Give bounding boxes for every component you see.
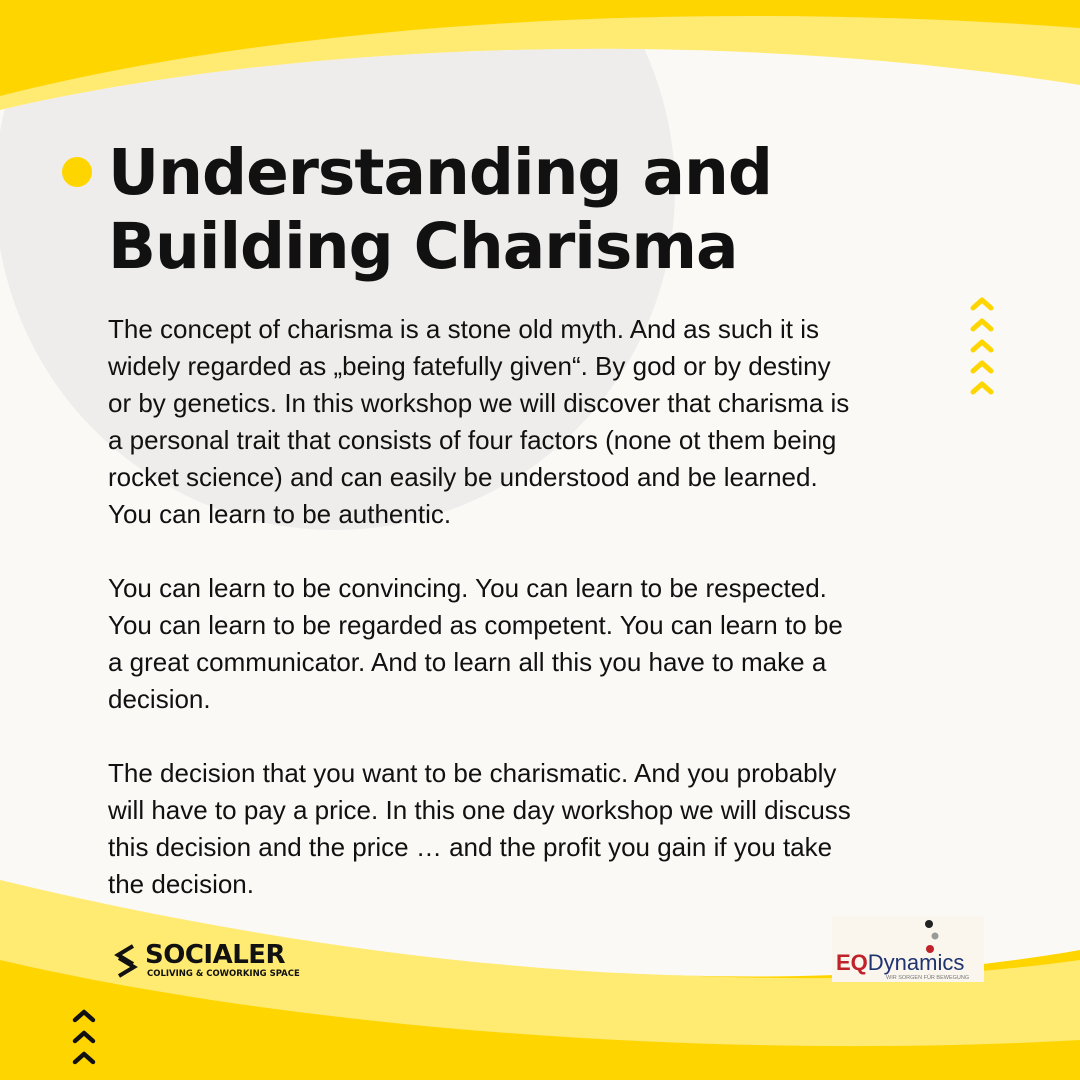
socialer-tagline: COLIVING & COWORKING SPACE — [147, 969, 300, 979]
title-line: Building Charisma — [108, 210, 738, 283]
text-line: widely regarded as „being fatefully given“. By god or by destiny — [108, 351, 831, 381]
text-line: You can learn to be regarded as competent. You can learn to be — [108, 610, 843, 640]
text-line: You can learn to be convincing. You can learn to be respected. — [108, 573, 827, 603]
text-line: You can learn to be authentic. — [108, 499, 452, 529]
chevron-up-stack-icon — [970, 296, 994, 402]
text-line: a great communicator. And to learn all this you have to make a — [108, 647, 827, 677]
text-line: the decision. — [108, 869, 254, 899]
eq-dynamics-wordmark — [836, 952, 964, 974]
text-line: this decision and the price … and the profit you gain if you take — [108, 832, 833, 862]
paragraph-3 — [108, 755, 988, 903]
page-title — [108, 136, 1008, 284]
text-line: or by genetics. In this workshop we will discover that charisma is — [108, 388, 850, 418]
eq-dynamics-logo — [832, 916, 984, 982]
body-text — [108, 311, 988, 940]
text-line: a personal trait that consists of four factors (none ot them being — [108, 425, 837, 455]
eq-text: EQ — [836, 950, 868, 975]
socialer-s-icon — [113, 943, 139, 979]
dot-bullet-icon — [62, 157, 92, 187]
text-line: The decision that you want to be charismatic. And you probably — [108, 758, 837, 788]
socialer-name: SOCIALER — [145, 940, 286, 970]
socialer-logo — [113, 940, 313, 990]
text-line: The concept of charisma is a stone old myth. And as such it is — [108, 314, 820, 344]
dynamics-text: Dynamics — [867, 950, 965, 975]
title-line: Understanding and — [108, 136, 772, 209]
paragraph-2 — [108, 570, 988, 718]
text-line: decision. — [108, 684, 211, 714]
eq-dynamics-tagline: WIR SORGEN FÜR BEWEGUNG — [886, 975, 970, 981]
text-line: will have to pay a price. In this one day workshop we will discuss — [108, 795, 851, 825]
chevron-up-stack-icon — [72, 1008, 96, 1080]
text-line: rocket science) and can easily be understood and be learned. — [108, 462, 818, 492]
paragraph-1 — [108, 311, 988, 533]
